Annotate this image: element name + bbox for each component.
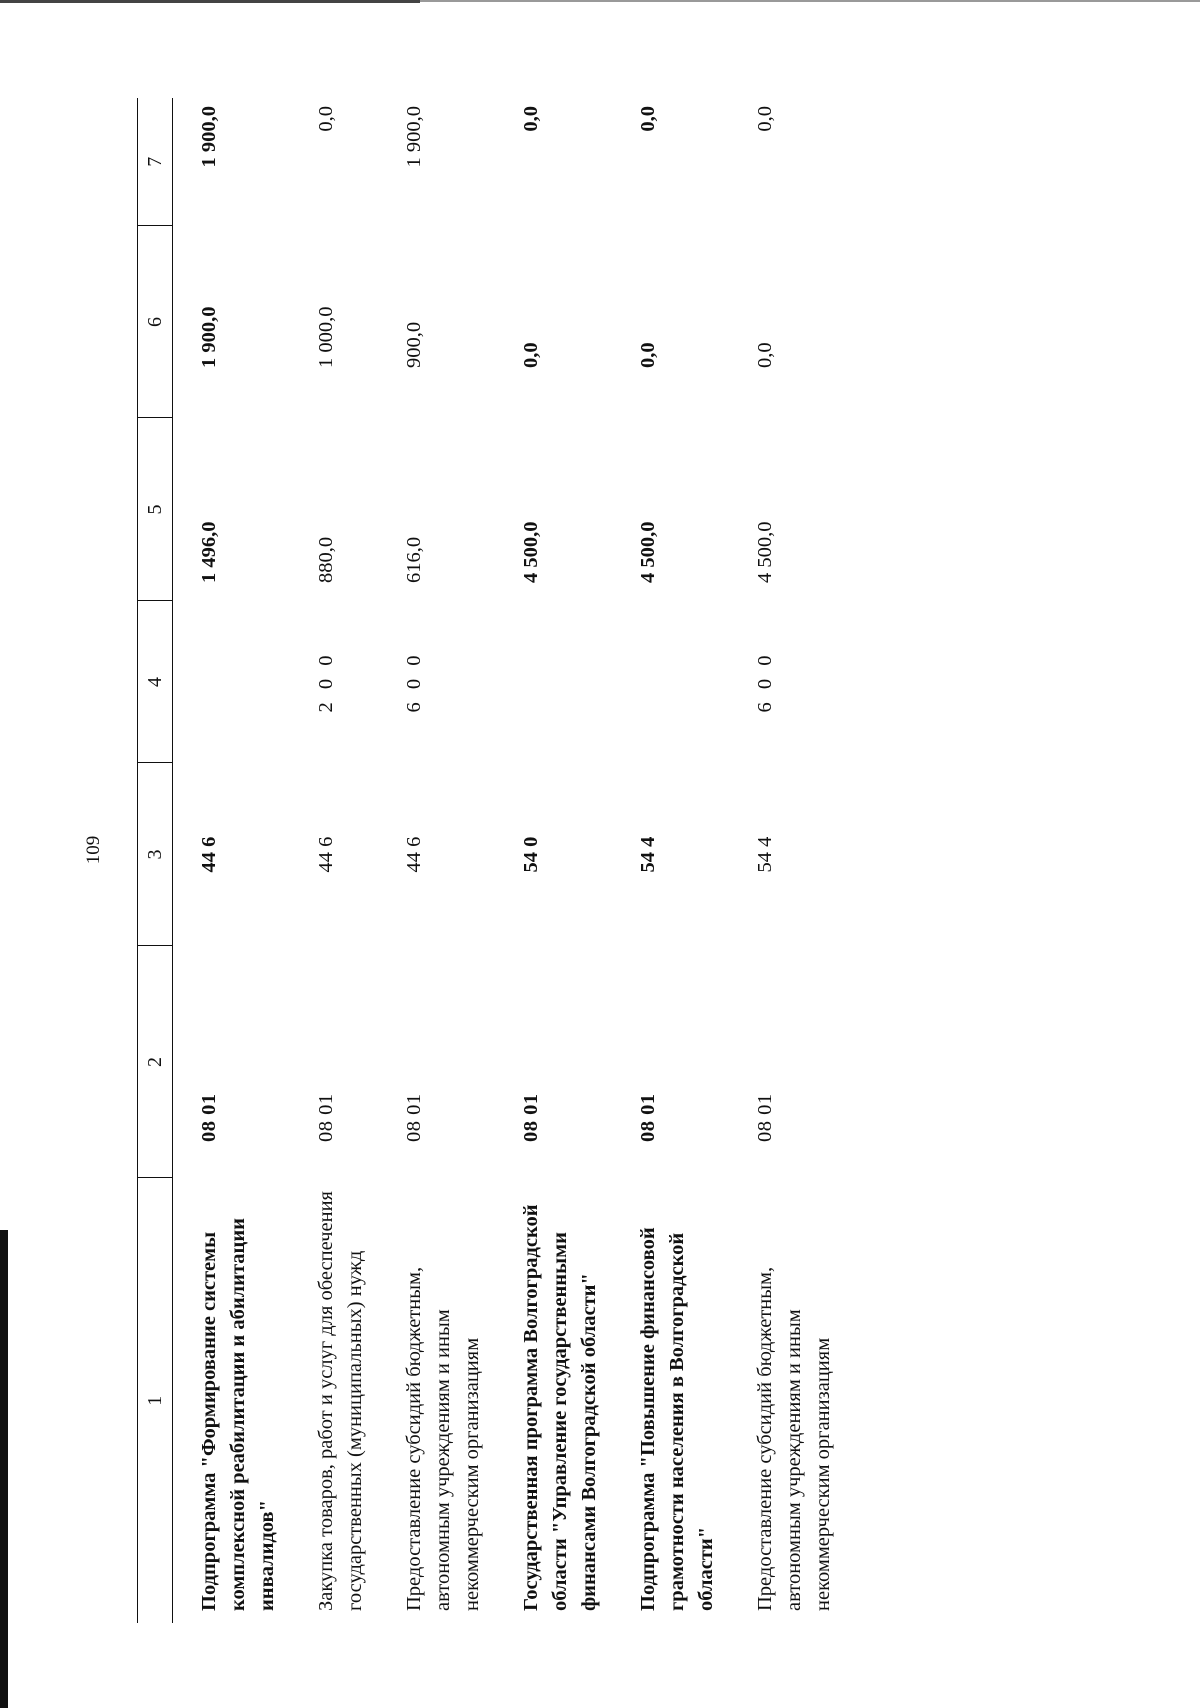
row-col6: 0,0	[637, 342, 659, 368]
row-name: Подпрограмма "Формирование системы комплексной реабилитации и абилитации инвалидов"	[198, 1218, 278, 1611]
row-expense-type: 6 0 0	[403, 651, 425, 713]
row-section: 08 01	[520, 1093, 542, 1142]
table-row	[634, 98, 751, 1623]
row-col7: 0,0	[637, 106, 659, 132]
row-target: 44 6	[315, 836, 337, 873]
row-expense-type	[195, 601, 312, 763]
row-target: 54 4	[754, 836, 776, 873]
row-col5: 4 500,0	[754, 521, 776, 583]
row-col5: 4 500,0	[637, 521, 659, 583]
row-section: 08 01	[315, 1093, 337, 1142]
row-col7: 0,0	[315, 106, 337, 132]
table-row	[195, 98, 312, 1623]
header-col-2: 2	[138, 946, 173, 1178]
header-col-6: 6	[138, 226, 173, 418]
table-header-row	[138, 98, 173, 1623]
row-target: 54 4	[637, 836, 659, 873]
scan-edge-left	[0, 1230, 8, 1708]
table-spacer	[173, 98, 196, 1623]
row-col7: 1 900,0	[198, 106, 220, 168]
row-name: Предоставление субсидий бюджетным, автономным учреждениям и иным некоммерческим организациям	[754, 1266, 834, 1611]
header-col-3: 3	[138, 763, 173, 946]
row-col6: 1 900,0	[198, 306, 220, 368]
row-col6: 0,0	[754, 342, 776, 368]
row-section: 08 01	[637, 1093, 659, 1142]
row-col7: 0,0	[754, 106, 776, 132]
row-section: 08 01	[403, 1093, 425, 1142]
row-expense-type	[517, 601, 634, 763]
row-target: 44 6	[198, 836, 220, 873]
header-col-5: 5	[138, 418, 173, 601]
row-col6: 0,0	[520, 342, 542, 368]
row-expense-type	[634, 601, 751, 763]
row-col6: 1 000,0	[315, 306, 337, 368]
header-col-1: 1	[138, 1178, 173, 1623]
header-col-7: 7	[138, 98, 173, 226]
row-name: Предоставление субсидий бюджетным, автономным учреждениям и иным некоммерческим организациям	[403, 1266, 483, 1611]
row-expense-type: 2 0 0	[315, 651, 337, 713]
row-name: Подпрограмма "Повышение финансовой грамотности населения в Волгоградской области"	[637, 1227, 717, 1611]
header-col-4: 4	[138, 601, 173, 763]
row-target: 44 6	[403, 836, 425, 873]
row-section: 08 01	[198, 1093, 220, 1142]
budget-table	[137, 98, 838, 1623]
scan-edge-top-dark	[0, 0, 420, 3]
row-col5: 4 500,0	[520, 521, 542, 583]
row-section: 08 01	[754, 1093, 776, 1142]
page-number: 109	[83, 835, 104, 865]
row-name: Закупка товаров, работ и услуг для обеспечения государственных (муниципальных) нужд	[315, 1191, 366, 1611]
row-col5: 1 496,0	[198, 521, 220, 583]
row-col7: 0,0	[520, 106, 542, 132]
row-col5: 616,0	[403, 536, 425, 583]
row-col7: 1 900,0	[403, 106, 425, 168]
row-expense-type: 6 0 0	[754, 651, 776, 713]
row-col6: 900,0	[403, 321, 425, 368]
row-col5: 880,0	[315, 536, 337, 583]
table-row	[400, 98, 517, 1623]
row-target: 54 0	[520, 836, 542, 873]
budget-table-rotated	[137, 98, 929, 1623]
table-row	[312, 98, 400, 1623]
table-row	[751, 98, 838, 1623]
table-row	[517, 98, 634, 1623]
row-name: Государственная программа Волгоградской области "Управление государственными финансами Волгоградской области"	[520, 1204, 600, 1611]
